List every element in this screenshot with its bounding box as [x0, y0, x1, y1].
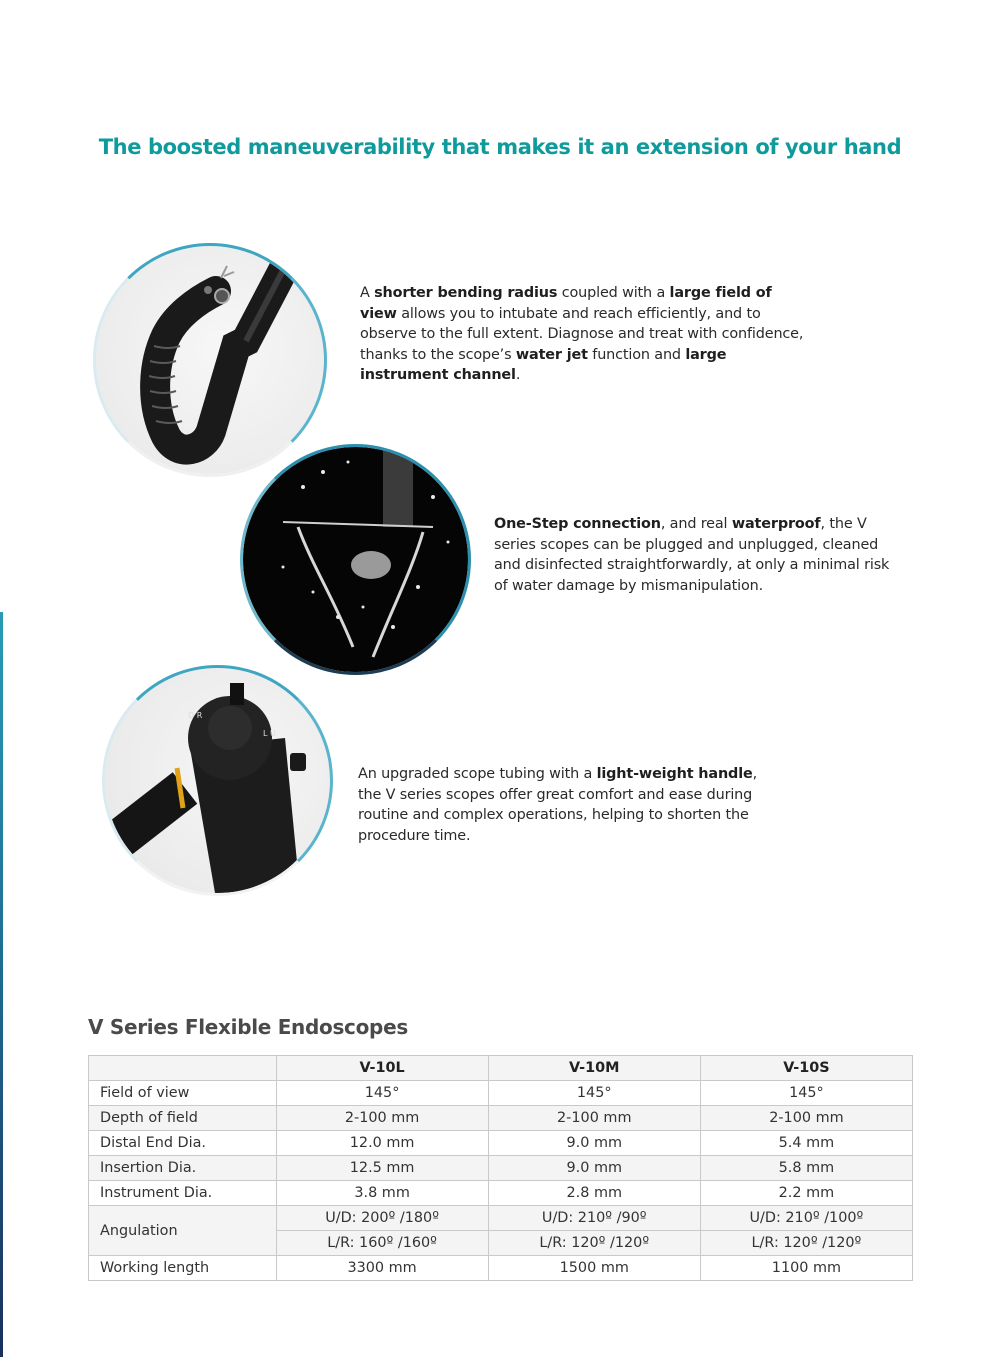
- body-text: function and: [587, 346, 686, 363]
- cell-value: 2-100 mm: [276, 1106, 488, 1131]
- cell-value: 145°: [700, 1081, 912, 1106]
- cell-value: 2-100 mm: [700, 1106, 912, 1131]
- cell-value: 12.0 mm: [276, 1131, 488, 1156]
- cell-value: 2-100 mm: [488, 1106, 700, 1131]
- waterproof-image: [243, 447, 468, 672]
- feature-text-waterproof: [494, 514, 904, 596]
- cell-value: 145°: [488, 1081, 700, 1106]
- cell-value: 5.8 mm: [700, 1156, 912, 1181]
- cell-value: U/D: 200º /180º: [276, 1206, 488, 1231]
- water-splash-illustration: [243, 447, 468, 672]
- spec-table-title: V Series Flexible Endoscopes: [88, 1015, 408, 1039]
- body-text: , the V series scopes can be plugged and unplugged, cleaned and disinfected straightforwardly, at only a minimal risk of water damage by mismanipulation.: [494, 516, 890, 594]
- table-row: [89, 1081, 913, 1106]
- body-text: An upgraded scope tubing with a: [358, 766, 597, 782]
- feature-text-handle: [358, 764, 768, 846]
- table-row: [89, 1181, 913, 1206]
- cell-value: 3.8 mm: [276, 1181, 488, 1206]
- row-label: Instrument Dia.: [89, 1181, 277, 1206]
- table-row-angulation-ud: [89, 1206, 913, 1231]
- handle-illustration: [105, 668, 330, 893]
- body-text: allows you to intubate and reach efficiently, and to observe to the full extent. Diagnose and treat with confidence, thanks to the scope’s: [360, 305, 804, 363]
- cell-value: L/R: 120º /120º: [700, 1231, 912, 1256]
- body-text: .: [515, 367, 521, 383]
- emphasis-text: water jet: [515, 346, 588, 363]
- column-header-v10s: V-10S: [700, 1056, 912, 1081]
- bending-section-image: [96, 246, 324, 474]
- column-header-v10l: V-10L: [276, 1056, 488, 1081]
- table-row: [89, 1256, 913, 1281]
- cell-value: 12.5 mm: [276, 1156, 488, 1181]
- row-label: Field of view: [89, 1081, 277, 1106]
- emphasis-text: shorter bending radius: [374, 285, 558, 301]
- body-text: A: [360, 285, 375, 301]
- row-label: Angulation: [89, 1206, 277, 1256]
- cell-value: 145°: [276, 1081, 488, 1106]
- emphasis-text: large instrument channel: [360, 346, 727, 383]
- cell-value: L/R: 160º /160º: [276, 1231, 488, 1256]
- column-header-v10m: V-10M: [488, 1056, 700, 1081]
- row-label: Distal End Dia.: [89, 1131, 277, 1156]
- body-text: , and real: [660, 516, 732, 532]
- cell-value: 1100 mm: [700, 1256, 912, 1281]
- table-row: [89, 1131, 913, 1156]
- row-label: Depth of field: [89, 1106, 277, 1131]
- row-label: Insertion Dia.: [89, 1156, 277, 1181]
- cell-value: 3300 mm: [276, 1256, 488, 1281]
- spec-table: [88, 1055, 913, 1281]
- cell-value: 9.0 mm: [488, 1156, 700, 1181]
- page-headline: The boosted maneuverability that makes it an extension of your hand: [98, 135, 902, 159]
- cell-value: 5.4 mm: [700, 1131, 912, 1156]
- cell-value: 2.2 mm: [700, 1181, 912, 1206]
- table-header-row: [89, 1056, 913, 1081]
- cell-value: 9.0 mm: [488, 1131, 700, 1156]
- control-handle-image: [105, 668, 330, 893]
- scope-tube-illustration: [96, 246, 324, 474]
- cell-value: L/R: 120º /120º: [488, 1231, 700, 1256]
- column-header-empty: [89, 1056, 277, 1081]
- cell-value: 1500 mm: [488, 1256, 700, 1281]
- table-row: [89, 1106, 913, 1131]
- feature-text-bending: [360, 283, 810, 386]
- body-text: coupled with a: [557, 285, 670, 301]
- emphasis-text: One-Step connection: [494, 516, 661, 532]
- cell-value: U/D: 210º /90º: [488, 1206, 700, 1231]
- side-accent-bar: [0, 612, 3, 1357]
- cell-value: 2.8 mm: [488, 1181, 700, 1206]
- emphasis-text: light-weight handle: [596, 766, 753, 782]
- row-label: Working length: [89, 1256, 277, 1281]
- table-row: [89, 1156, 913, 1181]
- svg-text:L U: L U: [263, 729, 276, 738]
- body-text: , the V series scopes offer great comfort and ease during routine and complex operations, helping to shorten the procedure time.: [358, 766, 758, 844]
- svg-text:D R: D R: [188, 711, 203, 720]
- emphasis-text: large field of view: [360, 285, 772, 322]
- cell-value: U/D: 210º /100º: [700, 1206, 912, 1231]
- emphasis-text: waterproof: [731, 516, 821, 532]
